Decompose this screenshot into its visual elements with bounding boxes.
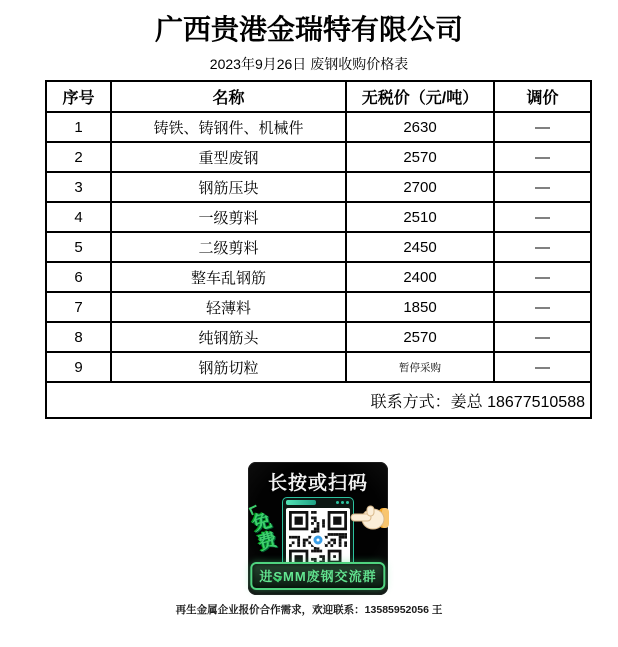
cell-price: 2570 bbox=[346, 322, 494, 352]
cell-no: 5 bbox=[46, 232, 111, 262]
qr-promo-panel[interactable] bbox=[248, 462, 388, 595]
table-row bbox=[46, 232, 591, 262]
qr-center-logo-icon bbox=[314, 536, 323, 545]
cell-name: 纯钢筋头 bbox=[111, 322, 346, 352]
cell-no: 6 bbox=[46, 262, 111, 292]
table-row bbox=[46, 352, 591, 382]
cell-adjust: — bbox=[494, 202, 591, 232]
price-table bbox=[45, 80, 592, 419]
cell-price: 2570 bbox=[346, 142, 494, 172]
cell-name: 轻薄料 bbox=[111, 292, 346, 322]
table-row bbox=[46, 202, 591, 232]
footer-note: 再生金属企业报价合作需求，欢迎联系：13585952056 王 bbox=[175, 604, 443, 616]
cell-no: 4 bbox=[46, 202, 111, 232]
cell-price: 2450 bbox=[346, 232, 494, 262]
table-row bbox=[46, 292, 591, 322]
cell-no: 2 bbox=[46, 142, 111, 172]
col-header-adjust: 调价 bbox=[494, 81, 591, 112]
table-row bbox=[46, 112, 591, 142]
cell-name: 铸铁、铸钢件、机械件 bbox=[111, 112, 346, 142]
cell-name: 一级剪料 bbox=[111, 202, 346, 232]
cell-price: 2630 bbox=[346, 112, 494, 142]
contact-row bbox=[46, 382, 591, 418]
cell-adjust: — bbox=[494, 352, 591, 382]
cell-price: 2400 bbox=[346, 262, 494, 292]
qr-headline: 长按或扫码 bbox=[267, 473, 368, 494]
cell-adjust: — bbox=[494, 322, 591, 352]
page-title: 广西贵港金瑞特有限公司 bbox=[154, 14, 463, 45]
col-header-name: 名称 bbox=[111, 81, 346, 112]
table-row bbox=[46, 172, 591, 202]
free-badge: 免费 bbox=[246, 509, 279, 555]
cell-no: 1 bbox=[46, 112, 111, 142]
cell-price: 1850 bbox=[346, 292, 494, 322]
cell-no: 7 bbox=[46, 292, 111, 322]
cell-no: 9 bbox=[46, 352, 111, 382]
cell-no: 8 bbox=[46, 322, 111, 352]
cell-adjust: — bbox=[494, 142, 591, 172]
cell-price-suspended: 暂停采购 bbox=[346, 352, 494, 382]
table-row bbox=[46, 262, 591, 292]
cell-adjust: — bbox=[494, 292, 591, 322]
qr-dots-decoration bbox=[336, 501, 349, 504]
table-row bbox=[46, 322, 591, 352]
col-header-index: 序号 bbox=[46, 81, 111, 112]
cell-no: 3 bbox=[46, 172, 111, 202]
page-subtitle: 2023年9月26日 废钢收购价格表 bbox=[209, 56, 409, 72]
cell-adjust: — bbox=[494, 112, 591, 142]
cell-name: 重型废钢 bbox=[111, 142, 346, 172]
cell-adjust: — bbox=[494, 232, 591, 262]
qr-tab-decoration bbox=[286, 500, 316, 505]
pointing-hand-icon bbox=[349, 500, 391, 541]
cell-name: 钢筋压块 bbox=[111, 172, 346, 202]
cell-price: 2700 bbox=[346, 172, 494, 202]
cell-name: 钢筋切粒 bbox=[111, 352, 346, 382]
join-group-button[interactable]: 进SMM废钢交流群 bbox=[250, 562, 385, 590]
cell-adjust: — bbox=[494, 172, 591, 202]
cell-name: 整车乱钢筋 bbox=[111, 262, 346, 292]
cell-price: 2510 bbox=[346, 202, 494, 232]
cell-name: 二级剪料 bbox=[111, 232, 346, 262]
col-header-price: 无税价（元/吨） bbox=[346, 81, 494, 112]
table-header-row bbox=[46, 81, 591, 112]
table-row bbox=[46, 142, 591, 172]
cell-adjust: — bbox=[494, 262, 591, 292]
contact-info: 联系方式：姜总 18677510588 bbox=[46, 382, 591, 418]
